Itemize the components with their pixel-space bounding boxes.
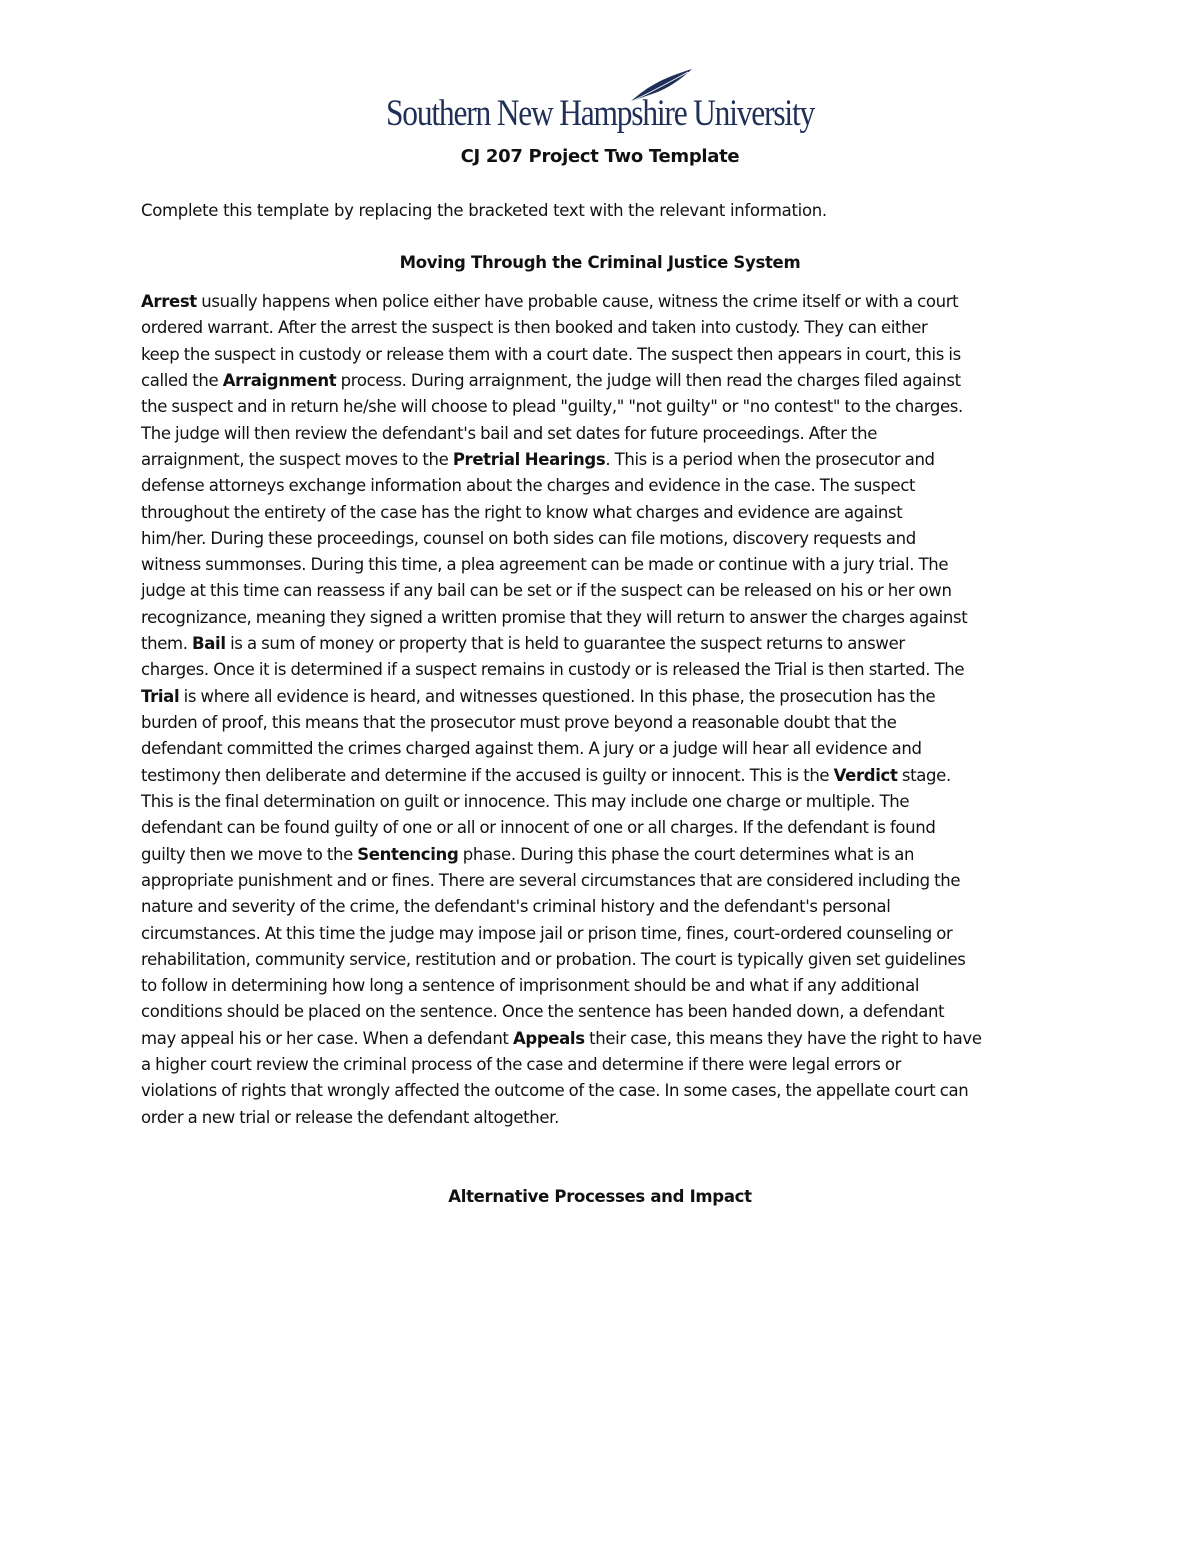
key-term: Verdict <box>833 765 898 785</box>
text-run: rehabilitation, community service, restitution and or probation. The court is typically given set guidelines <box>141 949 966 969</box>
paragraph-line <box>141 921 1071 947</box>
text-run: judge at this time can reassess if any bail can be set or if the suspect can be released on his or her own <box>141 581 952 601</box>
paragraph-line <box>141 394 1071 420</box>
text-run: throughout the entirety of the case has the right to know what charges and evidence are against <box>141 502 903 522</box>
text-run: stage. <box>897 765 951 785</box>
paragraph-line <box>141 1105 1071 1131</box>
text-run: them. <box>141 634 193 654</box>
text-run: . This is a period when the prosecutor and <box>605 449 935 469</box>
paragraph-line <box>141 789 1071 815</box>
text-run: appropriate punishment and or fines. There are several circumstances that are considered including the <box>141 870 961 890</box>
paragraph-line <box>141 500 1071 526</box>
paragraph-line <box>141 842 1071 868</box>
paragraph-line <box>141 315 1071 341</box>
key-term: Trial <box>141 686 180 706</box>
paragraph-line <box>141 868 1071 894</box>
paragraph-line <box>141 1052 1071 1078</box>
text-run: arraignment, the suspect moves to the <box>141 449 453 469</box>
text-run: ordered warrant. After the arrest the suspect is then booked and taken into custody. They can either <box>141 318 928 338</box>
university-logo <box>386 68 816 138</box>
paragraph-line <box>141 894 1071 920</box>
section-heading-alternative-processes: Alternative Processes and Impact <box>448 1187 752 1206</box>
paragraph-line <box>141 763 1071 789</box>
body-paragraph <box>141 289 1071 1131</box>
text-run: to follow in determining how long a sentence of imprisonment should be and what if any additional <box>141 976 920 996</box>
paragraph-line <box>141 605 1071 631</box>
key-term: Arraignment <box>222 370 337 390</box>
text-run: violations of rights that wrongly affected the outcome of the case. In some cases, the appellate court can <box>141 1081 969 1101</box>
text-run: conditions should be placed on the sentence. Once the sentence has been handed down, a defendant <box>141 1002 945 1022</box>
text-run: process. During arraignment, the judge will then read the charges filed against <box>336 370 961 390</box>
text-run: nature and severity of the crime, the defendant's criminal history and the defendant's personal <box>141 897 891 917</box>
text-run: The judge will then review the defendant's bail and set dates for future proceedings. After the <box>141 423 878 443</box>
text-run: defense attorneys exchange information about the charges and evidence in the case. The suspect <box>141 476 916 496</box>
paragraph-line <box>141 342 1071 368</box>
paragraph-line <box>141 736 1071 762</box>
text-run: defendant can be found guilty of one or all or innocent of one or all charges. If the defendant is found <box>141 818 936 838</box>
text-run: defendant committed the crimes charged against them. A jury or a judge will hear all evidence and <box>141 739 922 759</box>
paragraph-line <box>141 289 1071 315</box>
paragraph-line <box>141 421 1071 447</box>
paragraph-line <box>141 973 1071 999</box>
paragraph-line <box>141 578 1071 604</box>
section-heading-criminal-justice-system: Moving Through the Criminal Justice System <box>399 253 801 272</box>
text-run: burden of proof, this means that the prosecutor must prove beyond a reasonable doubt that the <box>141 713 897 732</box>
document-title: CJ 207 Project Two Template <box>460 146 740 167</box>
paragraph-line <box>141 684 1071 710</box>
paragraph-line <box>141 368 1071 394</box>
text-run: the suspect and in return he/she will choose to plead "guilty," "not guilty" or "no contest" to the charges. <box>141 397 963 417</box>
paragraph-line <box>141 710 1071 736</box>
text-run: their case, this means they have the right to have <box>584 1028 982 1048</box>
instructions-text: Complete this template by replacing the bracketed text with the relevant information. <box>141 201 827 220</box>
text-run: is where all evidence is heard, and witnesses questioned. In this phase, the prosecution has the <box>179 686 936 706</box>
text-run: is a sum of money or property that is held to guarantee the suspect returns to answer <box>225 634 905 654</box>
paragraph-line <box>141 552 1071 578</box>
text-run: called the <box>141 370 223 390</box>
text-run: recognizance, meaning they signed a written promise that they will return to answer the charges against <box>141 607 968 627</box>
paragraph-line <box>141 526 1071 552</box>
paragraph-line <box>141 947 1071 973</box>
text-run: usually happens when police either have probable cause, witness the crime itself or with a court <box>196 292 959 311</box>
paragraph-line <box>141 447 1071 473</box>
paragraph-line <box>141 631 1071 657</box>
paragraph-line <box>141 657 1071 683</box>
key-term: Appeals <box>512 1028 585 1048</box>
key-term: Bail <box>192 634 226 654</box>
key-term: Pretrial Hearings <box>452 449 606 469</box>
paragraph-line <box>141 999 1071 1025</box>
paragraph-line <box>141 1078 1071 1104</box>
text-run: phase. During this phase the court determines what is an <box>458 844 915 864</box>
paragraph-line <box>141 1026 1071 1052</box>
text-run: testimony then deliberate and determine if the accused is guilty or innocent. This is the <box>141 765 834 785</box>
text-run: may appeal his or her case. When a defendant <box>141 1028 513 1048</box>
text-run: guilty then we move to the <box>141 844 358 864</box>
text-run: order a new trial or release the defendant altogether. <box>141 1107 559 1127</box>
paragraph-line <box>141 815 1071 841</box>
key-term: Arrest <box>141 292 197 311</box>
text-run: circumstances. At this time the judge may impose jail or prison time, fines, court-ordered counseling or <box>141 923 953 943</box>
logo-wordmark: Southern New Hampshire University <box>386 93 815 134</box>
text-run: This is the final determination on guilt or innocence. This may include one charge or multiple. The <box>141 791 910 811</box>
text-run: witness summonses. During this time, a plea agreement can be made or continue with a jury trial. The <box>141 555 949 575</box>
text-run: him/her. During these proceedings, counsel on both sides can file motions, discovery requests and <box>141 528 916 548</box>
text-run: a higher court review the criminal process of the case and determine if there were legal errors or <box>141 1055 902 1075</box>
text-run: charges. Once it is determined if a suspect remains in custody or is released the Trial is then started. The <box>141 660 965 680</box>
text-run: keep the suspect in custody or release them with a court date. The suspect then appears in court, this is <box>141 344 961 364</box>
key-term: Sentencing <box>357 844 459 864</box>
paragraph-line <box>141 473 1071 499</box>
